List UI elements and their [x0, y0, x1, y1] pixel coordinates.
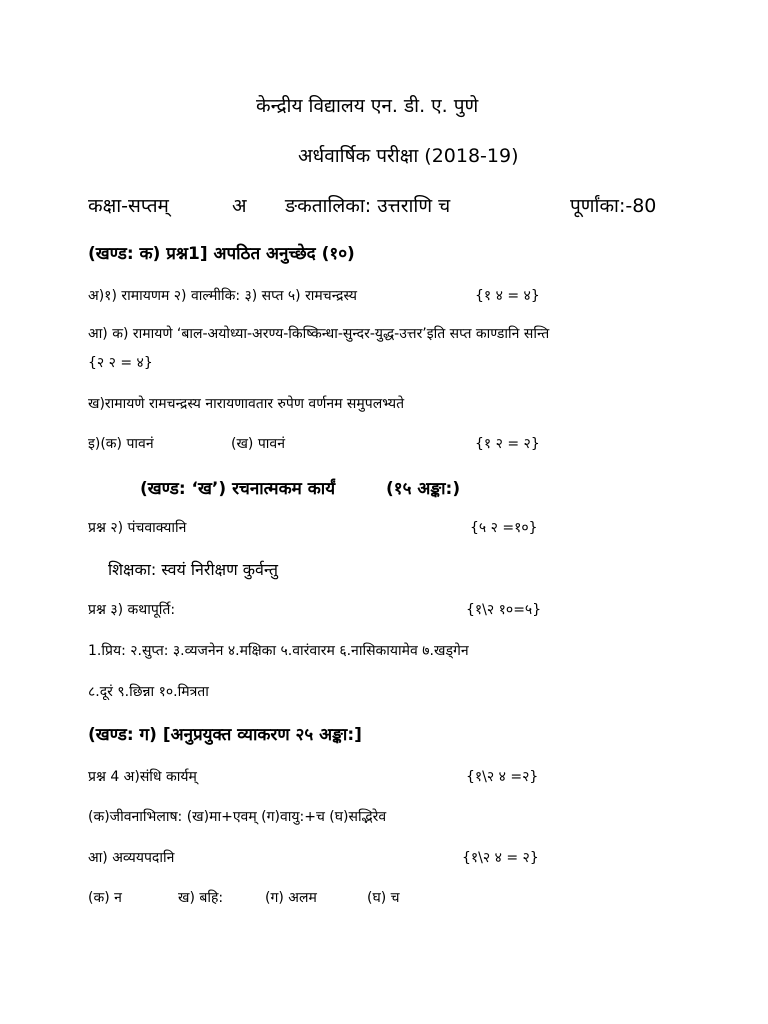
q1-i-answer-ka: इ)(क) पावनं: [88, 436, 154, 452]
q4-aa-label: आ) अव्ययपदानि: [88, 850, 175, 866]
section-ga-title: (खण्ड: ग) [अनुप्रयुक्त व्याकरण २५ अङ्का:]: [88, 725, 362, 745]
q4-aa-answer-ga: (ग) अलम: [265, 890, 317, 906]
q2-note: शिक्षका: स्वयं निरीक्षण कुर्वन्तु: [108, 560, 278, 579]
q3-answers-line2: ८.दूरं ९.छिन्ना १०.मित्रता: [88, 684, 209, 700]
q3-marks: {१\२ १०=५}: [466, 602, 542, 618]
class-label: कक्षा-सप्तम्: [88, 195, 169, 217]
section-kha-marks: (१५ अङ्का:): [386, 479, 461, 499]
max-marks: पूर्णांका:-80: [570, 195, 657, 217]
q1-aa-answer: आ) क) रामायणे ‘बाल-अयोध्या-अरण्य-किष्किन्धा-सुन्दर-युद्ध-उत्तर’इति सप्त काण्डानि सन्ति: [88, 326, 550, 342]
q2-marks: {५ २ =१०}: [470, 520, 538, 536]
section-kha-title: (खण्ड: ‘ख’) रचनात्मकम कार्यं: [140, 479, 336, 499]
answer-key-label: ङकतालिका: उत्तराणि च: [285, 195, 451, 217]
q4-label: प्रश्न 4 अ)संधि कार्यम्: [88, 769, 197, 785]
q3-answers-line1: 1.प्रिय: २.सुप्त: ३.व्यजनेन ४.मक्षिका ५.वारंवारम ६.नासिकायामेव ७.खड्गेन: [88, 643, 469, 659]
q4-aa-answer-kha: ख) बहि:: [178, 890, 224, 906]
q1-kha-answer: ख)रामायणे रामचन्द्रस्य नारायणावतार रुपेण वर्णनम समुपलभ्यते: [88, 396, 405, 412]
exam-title: अर्धवार्षिक परीक्षा (2018-19): [298, 145, 519, 167]
q3-label: प्रश्न ३) कथापूर्ति:: [88, 602, 176, 618]
q4-answers: (क)जीवनाभिलाष: (ख)मा+एवम् (ग)वायु:+च (घ)सद्भिरेव: [88, 809, 387, 825]
q1-i-marks: {१ २ = २}: [475, 436, 540, 452]
q1-aa-marks: {२ २ = ४}: [88, 355, 153, 371]
section-ka-title: (खण्ड: क) प्रश्न1] अपठित अनुच्छेद (१०): [88, 244, 355, 264]
q2-label: प्रश्न २) पंचवाक्यानि: [88, 520, 187, 536]
q4-marks: {१\२ ४ =२}: [466, 769, 539, 785]
q1-a-answers: अ)१) रामायणम २) वाल्मीकि: ३) सप्त ५) रामचन्द्रस्य: [88, 288, 358, 304]
school-name: केन्द्रीय विद्यालय एन. डी. ए. पुणे: [256, 95, 479, 117]
q4-aa-answer-gha: (घ) च: [367, 890, 400, 906]
q4-aa-marks: {१\२ ४ = २}: [462, 850, 539, 866]
set-label: अ: [232, 195, 247, 217]
q1-a-marks: {१ ४ = ४}: [475, 288, 540, 304]
q4-aa-answer-ka: (क) न: [88, 890, 122, 906]
q1-i-answer-kha: (ख) पावनं: [231, 436, 285, 452]
